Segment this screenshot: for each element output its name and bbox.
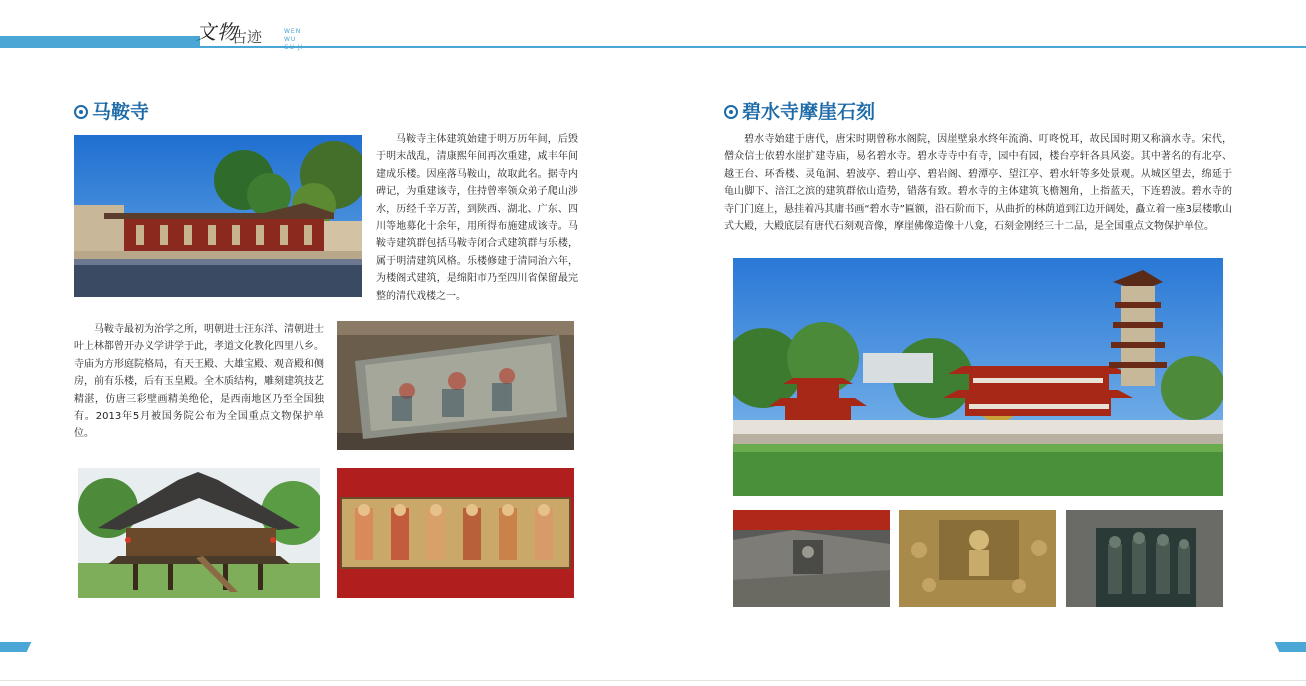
photo-cliff-carving-1 [733, 510, 890, 607]
section-title-bishui: 碧水寺摩崖石刻 [724, 97, 875, 124]
circle-bullet-icon [74, 105, 88, 119]
photo-tricolor-mural [337, 468, 574, 598]
header-rule [200, 46, 1306, 48]
logo-script-text: 文物 [196, 20, 238, 44]
maan-paragraph-2: 马鞍寺最初为治学之所，明朝进士汪东洋、清朝进士叶上林都曾开办义学讲学于此，孝道文化教化四里八乡。寺庙为方形庭院格局，有天王殿、大雄宝殿、观音殿和侧房，前有乐楼，后有玉皇殿。全木质结构，雕刻建筑技艺精湛，仿唐三彩壁画精美绝伦，是西南地区乃至全国独有。2013年5月被国务院公布为全国重点文物保护单位。 [74, 324, 324, 440]
logo-text: 古迹 [232, 28, 263, 46]
section-logo [196, 14, 316, 50]
logo-english: WEN WU GU JI [284, 28, 304, 51]
bishui-paragraph: 碧水寺始建于唐代，唐宋时期曾称水阁院，因崖壁泉水终年流淌、叮咚悦耳，故民国时期又称滴水寺。宋代，僧众信士依碧水崖扩建寺庙，易名碧水寺。碧水寺寺中有寺，园中有园，楼台亭轩各具风姿。其中著名的有北亭、越王台、环香楼、灵龟洞、碧波亭、碧山亭、碧岩阁、碧潭亭、望江亭、碧水轩等多处景观。从城区望去，绵延于龟山脚下、涪江之滨的建筑群依山造势，错落有致。碧水寺的主体建筑飞檐翘角，上指蓝天，下连碧波。碧水寺的寺门门庭上，悬挂着冯其庸书画“碧水寺”匾额，沿石阶而下，从曲折的林荫道到江边开阔处，矗立着一座3层楼歌山式大殿，大殿底层有唐代石刻观音像，摩崖佛像造像十八龛，石刻金刚经三十二品，是全国重点文物保护单位。 [724, 134, 1232, 233]
photo-maan-temple [74, 135, 362, 297]
photo-bishui-temple-river [733, 258, 1223, 496]
maan-paragraph-1: 马鞍寺主体建筑始建于明万历年间，后毁于明末战乱，清康熙年间再次重建，咸丰年间建成乐楼。因座落马鞍山，故取此名。据寺内碑记，为重建该寺，住持曾率领众弟子爬山涉水，历经千辛万苦，到陕西、湖北、广东、四川等地募化十余年，用所得布施建成该寺。马鞍寺建筑群包括马鞍寺闭合式建筑群与乐楼，属于明清建筑风格。乐楼修建于清同治六年，为楼阁式建筑，是绵阳市乃至四川省保留最完整的清代戏楼之一。 [376, 134, 578, 302]
header-accent-bar [0, 36, 200, 48]
photo-cliff-carving-2 [899, 510, 1056, 607]
circle-bullet-icon [724, 105, 738, 119]
photo-opera-stage [78, 468, 320, 598]
footer-rule [0, 680, 1306, 681]
section-title-maan: 马鞍寺 [74, 97, 149, 124]
photo-cliff-carving-3 [1066, 510, 1223, 607]
photo-mural-relief [337, 321, 574, 450]
